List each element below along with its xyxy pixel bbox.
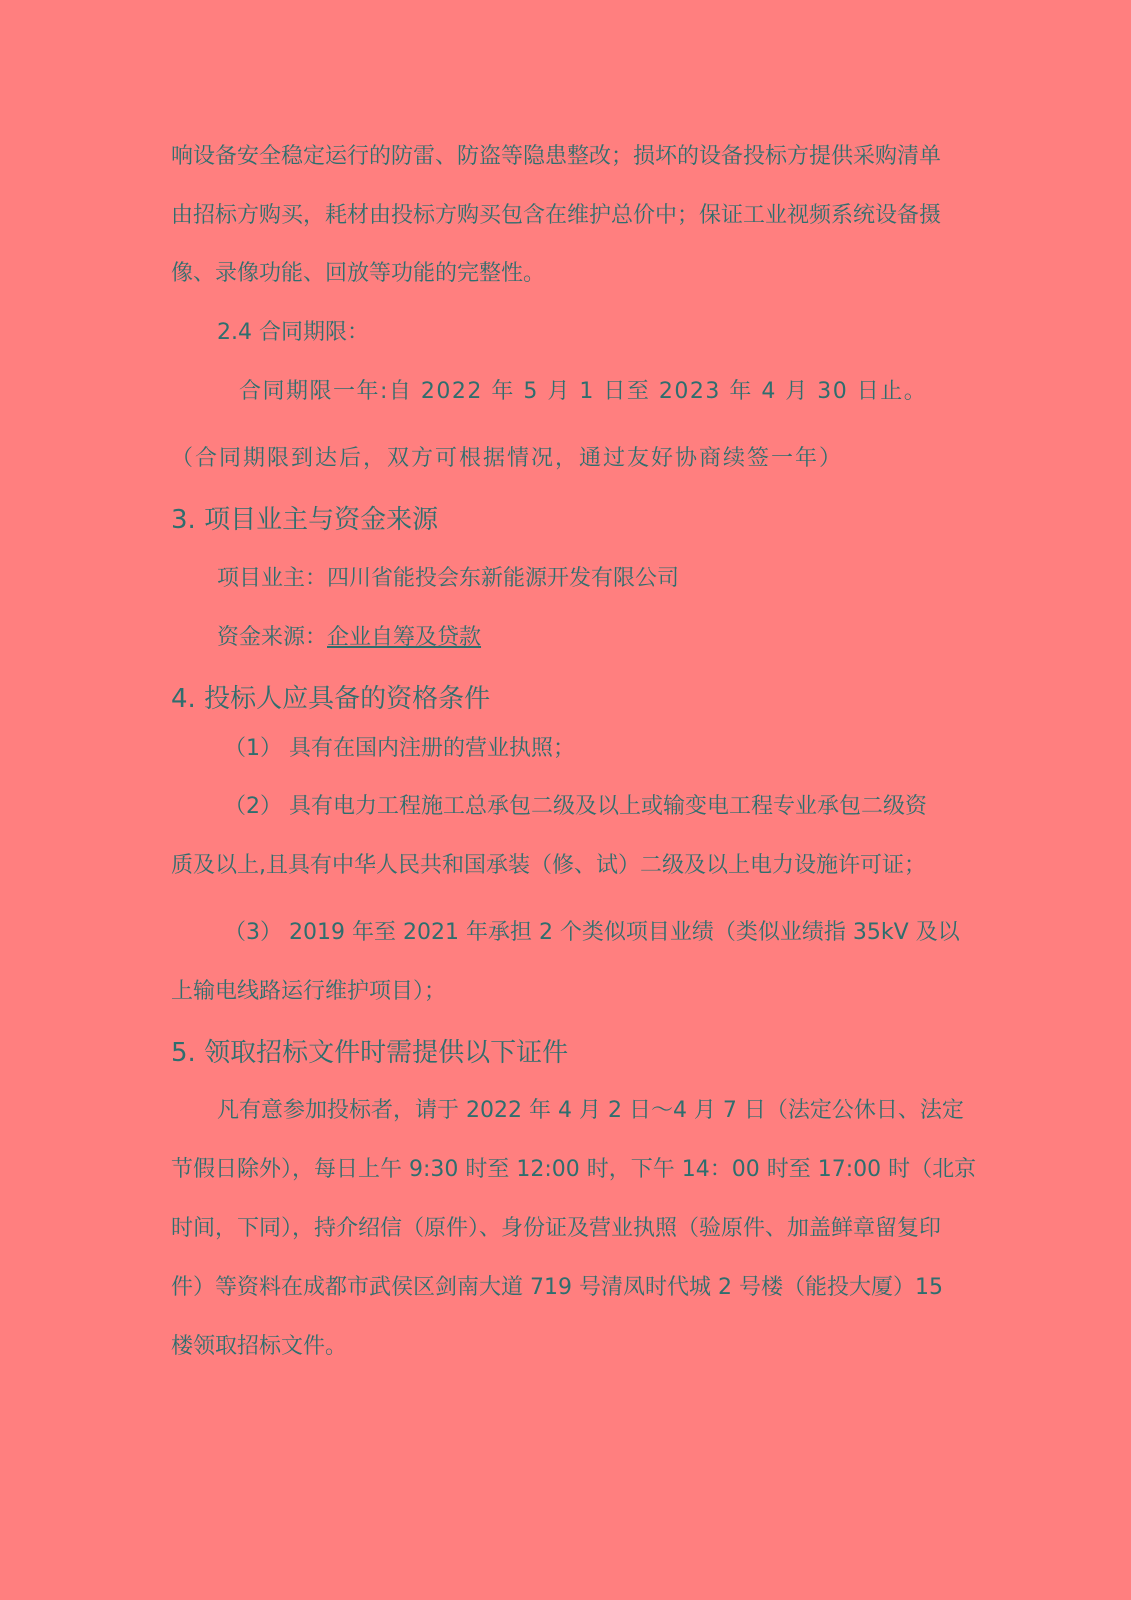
section-5-heading: 5. 领取招标文件时需提供以下证件 xyxy=(171,1038,569,1068)
paragraph-line: 像、录像功能、回放等功能的完整性。 xyxy=(171,261,546,286)
paragraph-line: 楼领取招标文件。 xyxy=(171,1334,348,1359)
paragraph-line: 节假日除外），每日上午 9:30 时至 12:00 时，下午 14：00 时至 17:00 时（北京 xyxy=(171,1157,977,1182)
paragraph-line: 件）等资料在成都市武侯区剑南大道 719 号清凤时代城 2 号楼（能投大厦）15 xyxy=(171,1275,943,1300)
paragraph-line: 响设备安全稳定运行的防雷、防盗等隐患整改；损坏的设备投标方提供采购清单 xyxy=(171,144,942,169)
funding-source-value: 企业自筹及贷款 xyxy=(327,625,482,650)
funding-source-label: 资金来源： xyxy=(217,625,328,650)
contract-term-line: 合同期限一年:自 2022 年 5 月 1 日至 2023 年 4 月 30 日止。 xyxy=(239,379,928,404)
paragraph-line: 凡有意参加投标者，请于 2022 年 4 月 2 日～4 月 7 日（法定公休日、法定 xyxy=(217,1098,964,1123)
funding-source-line xyxy=(217,623,1007,653)
section-4-heading: 4. 投标人应具备的资格条件 xyxy=(171,684,491,714)
section-2-4-title: 2.4 合同期限： xyxy=(217,320,369,345)
paragraph-line: 时间，下同），持介绍信（原件）、身份证及营业执照（验原件、加盖鲜章留复印 xyxy=(171,1216,942,1241)
qualification-item-1: （1） 具有在国内注册的营业执照； xyxy=(224,736,575,761)
paragraph-line: 质及以上,且具有中华人民共和国承装（修、试）二级及以上电力设施许可证； xyxy=(171,853,926,878)
project-owner-label: 项目业主： xyxy=(217,566,328,591)
paragraph-line: 由招标方购买，耗材由投标方购买包含在维护总价中；保证工业视频系统设备摄 xyxy=(171,203,942,228)
project-owner-line xyxy=(217,564,1007,594)
project-owner-value: 四川省能投会东新能源开发有限公司 xyxy=(327,566,680,591)
section-3-heading: 3. 项目业主与资金来源 xyxy=(171,505,439,535)
qualification-item-2: （2） 具有电力工程施工总承包二级及以上或输变电工程专业承包二级资 xyxy=(224,794,927,819)
paragraph-line: 上输电线路运行维护项目）； xyxy=(171,979,447,1004)
qualification-item-3: （3） 2019 年至 2021 年承担 2 个类似项目业绩（类似业绩指 35kV 及以 xyxy=(224,920,960,945)
contract-renewal-note: （合同期限到达后，双方可根据情况，通过友好协商续签一年） xyxy=(171,446,844,471)
